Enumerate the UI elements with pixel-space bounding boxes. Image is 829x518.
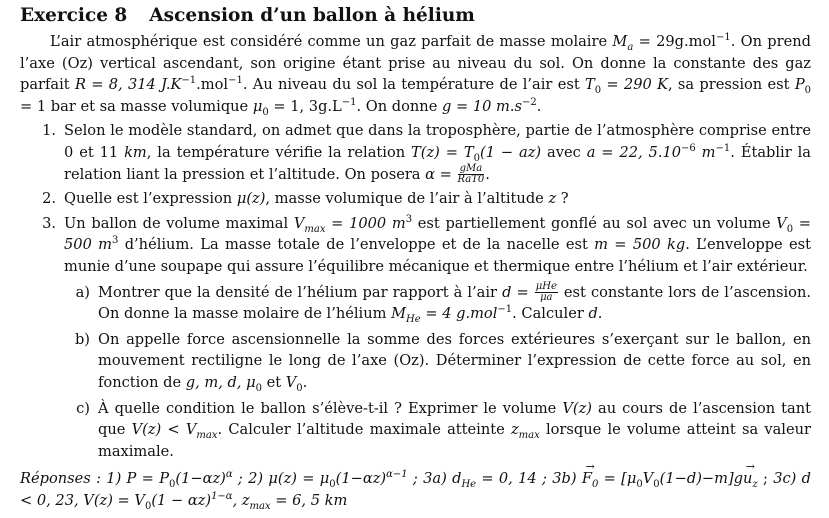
intro-paragraph: L’air atmosphérique est considéré comme un gaz parfait de masse molaire $M_a = 29g.mol^{-1}$. On prend l’axe (Oz) vertical ascendant, son origine étant prise au niveau du sol. On donne la constante des gaz parfait R = 8, 314 $J.K^{-1}.mol^{-1}$. Au niveau du sol la température de l’air est $T_0 = 290$ K, sa pression est $P_0 = 1$ bar et sa masse volumique $\mu_0 = 1$, $3g.L^{-1}$. On donne g = 10 $m.s^{-2}$. [20, 32, 812, 118]
alpha-fraction: $\frac{\text{gMa}}{\text{RaT0}}$ [457, 163, 485, 186]
question-3b-label: b) [74, 330, 90, 348]
question-3c [20, 398, 811, 463]
question-1 [20, 120, 811, 185]
question-3a [20, 282, 811, 325]
answers-paragraph: Réponses : 1) $P = P_0(1-\alpha z)^\alpha$ ; 2) $\mu(z) = \mu_0(1-\alpha z)^{\alpha-1}$ ; 3a) $d_{He} = 0$, 14 ; $3b) \to F_0 = [\mu_0V_0(1-d)-m]g\to u_z$ ; 3c) d < 0, 23, $V(z) = V_0(1 - \alpha z)^{1-\alpha}$, $z_{max} = 6$, 5 km [20, 468, 811, 511]
question-3a-label: a) [75, 283, 90, 301]
density-fraction: $\frac{\text{μHe}}{\mu a}$ [535, 281, 557, 304]
answers-label: Réponses : [20, 470, 101, 488]
question-2-label: 2. [42, 190, 56, 208]
unit-vector-uz: → $u_z$ [743, 468, 758, 490]
question-3-body [64, 213, 811, 278]
question-3c-text: À quelle condition le ballon s’élève-t-il ? Exprimer le volume V(z) au cours de l’ascension tant que $V(z) < V_{max}$. Calculer l’altitude maximale atteinte $z_{max}$ lorsque le volume atteint sa valeur maximale. [98, 399, 811, 460]
exercise-title: Ascension d’un ballon à hélium [149, 5, 475, 26]
question-1-label: 1. [42, 122, 56, 140]
exercise-number: Exercice 8 [20, 5, 128, 26]
force-vector: → $F_0$ [582, 468, 599, 490]
question-3b [20, 329, 811, 394]
question-1-text: Selon le modèle standard, on admet que dans la troposphère, partie de l’atmosphère comprise entre 0 et 11 km, la température vérifie la relation $T(z) = T_0(1 - az)$ avec a = 22, $5.10^{-6}$ $m^{-1}$. Établir la relation liant la pression et l’altitude. On posera α = $\frac{\text{gMa}}{\text{RaT0}}$ . [64, 122, 811, 186]
question-2-text: Quelle est l’expression μ(z), masse volumique de l’air à l’altitude z ? [64, 190, 569, 208]
question-2 [20, 188, 811, 210]
question-3-label: 3. [42, 214, 56, 232]
question-3a-text: Montrer que la densité de l’hélium par rapport à l’air d = $\frac{\text{μHe}}{\mu a}$ est constante lors de l’ascension. On donne la masse molaire de l’hélium $M_{He} = 4$ g.mol$^{-1}$. Calculer d. [98, 281, 811, 326]
question-3-text: Un ballon de volume maximal $V_{max} = 1000$ $m^3$ est partiellement gonflé au sol avec un volume $V_0 = 500$ $m^3$ d’hélium. La masse totale de l’enveloppe et de la nacelle est m = 500 kg. L’enveloppe est munie d’une soupape qui assure l’équilibre mécanique et thermique entre l’hélium et l’air extérieur. [64, 213, 811, 275]
question-3c-label: c) [76, 399, 90, 417]
question-3 [20, 213, 811, 278]
question-3b-text: On appelle force ascensionnelle la somme des forces extérieures s’exerçant sur le ballon, en mouvement rectiligne le long de l’axe (Oz). Déterminer l’expression de cette force au sol, en fonction de g, m, d, $\mu_0$ et $V_0$. [98, 330, 811, 394]
exercise-heading [20, 4, 811, 28]
